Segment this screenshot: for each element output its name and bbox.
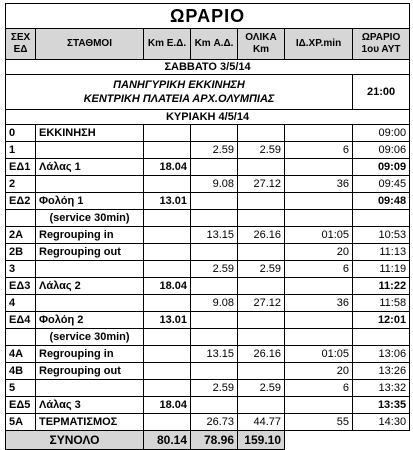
- row-id-xr: [285, 193, 353, 210]
- row-time: 11:19: [353, 261, 410, 278]
- row-km-ed: [144, 346, 191, 363]
- row-id-xr: [285, 210, 353, 227]
- row-station: ΤΕΡΜΑΤΙΣΜΟΣ: [36, 414, 144, 431]
- row-total-km: [238, 125, 285, 142]
- row-km-ad: [191, 159, 238, 176]
- row-km-ad: [191, 329, 238, 346]
- row-total-km: 27.12: [238, 295, 285, 312]
- row-km-ed: [144, 244, 191, 261]
- row-km-ad: 26.73: [191, 414, 238, 431]
- row-time: 13:06: [353, 346, 410, 363]
- table-row: [6, 261, 410, 278]
- row-total-km: [238, 312, 285, 329]
- row-km-ad: [191, 210, 238, 227]
- row-code: 1: [6, 142, 36, 159]
- row-total-km: 26.16: [238, 346, 285, 363]
- table-row: [6, 278, 410, 295]
- row-km-ad: [191, 278, 238, 295]
- row-station: Λάλας 2: [36, 278, 144, 295]
- totals-row: [6, 431, 410, 450]
- table-row: [6, 227, 410, 244]
- row-id-xr: 6: [285, 261, 353, 278]
- row-station: [36, 176, 144, 193]
- row-km-ad: 2.59: [191, 261, 238, 278]
- row-total-km: 2.59: [238, 261, 285, 278]
- day-row-saturday: [6, 60, 410, 75]
- table-row: [6, 176, 410, 193]
- row-km-ed: [144, 261, 191, 278]
- event-time: 21:00: [353, 75, 410, 110]
- row-total-km: [238, 159, 285, 176]
- totals-km-ed: 80.14: [144, 431, 191, 450]
- row-total-km: 26.16: [238, 227, 285, 244]
- row-code: 3: [6, 261, 36, 278]
- row-id-xr: [285, 278, 353, 295]
- row-km-ed: [144, 380, 191, 397]
- row-total-km: [238, 329, 285, 346]
- row-time: 13:35: [353, 397, 410, 414]
- row-code: [6, 210, 36, 227]
- row-km-ad: 9.08: [191, 176, 238, 193]
- row-code: 5: [6, 380, 36, 397]
- header-id-xr: ΙΔ.ΧΡ.min: [285, 29, 353, 60]
- totals-total-km: 159.10: [238, 431, 285, 450]
- row-time: [353, 210, 410, 227]
- row-total-km: [238, 244, 285, 261]
- row-code: 2A: [6, 227, 36, 244]
- row-km-ed: 13.01: [144, 312, 191, 329]
- timetable: [5, 3, 410, 450]
- row-id-xr: [285, 312, 353, 329]
- header-schedule: ΩΡΑΡΙΟ 1ου ΑΥΤ: [353, 29, 410, 60]
- row-total-km: 2.59: [238, 142, 285, 159]
- row-code: 0: [6, 125, 36, 142]
- row-code: 4B: [6, 363, 36, 380]
- row-station: [36, 261, 144, 278]
- row-station: Λάλας 1: [36, 159, 144, 176]
- row-km-ad: [191, 193, 238, 210]
- row-time: 09:06: [353, 142, 410, 159]
- table-row: [6, 380, 410, 397]
- row-total-km: 44.77: [238, 414, 285, 431]
- day-row-sunday: [6, 110, 410, 125]
- row-km-ed: [144, 125, 191, 142]
- row-time: 10:53: [353, 227, 410, 244]
- row-code: [6, 329, 36, 346]
- row-code: 4: [6, 295, 36, 312]
- row-km-ad: [191, 244, 238, 261]
- row-station: (service 30min): [36, 210, 144, 227]
- row-id-xr: 6: [285, 142, 353, 159]
- header-station: ΣΤΑΘΜΟΙ: [36, 29, 144, 60]
- row-code: ΕΔ3: [6, 278, 36, 295]
- row-time: 12:01: [353, 312, 410, 329]
- row-km-ed: [144, 227, 191, 244]
- table-row: [6, 159, 410, 176]
- table-row: [6, 397, 410, 414]
- row-time: 11:13: [353, 244, 410, 261]
- day-label: ΣΑΒΒΑΤΟ 3/5/14: [6, 60, 410, 75]
- totals-empty-cell: [353, 431, 410, 450]
- row-id-xr: [285, 125, 353, 142]
- row-id-xr: 6: [285, 380, 353, 397]
- page-title: ΩΡΑΡΙΟ: [6, 4, 410, 29]
- row-id-xr: [285, 329, 353, 346]
- row-km-ed: 13.01: [144, 193, 191, 210]
- row-station: ΕΚΚΙΝΗΣΗ: [36, 125, 144, 142]
- header-km-ad: Km Α.Δ.: [191, 29, 238, 60]
- header-total-km: ΟΛΙΚΑ Km: [238, 29, 285, 60]
- table-row: [6, 329, 410, 346]
- row-code: 2: [6, 176, 36, 193]
- row-km-ed: [144, 142, 191, 159]
- timetable-sheet: [5, 3, 409, 450]
- table-row: [6, 312, 410, 329]
- row-km-ad: 9.08: [191, 295, 238, 312]
- row-code: 4A: [6, 346, 36, 363]
- row-total-km: 27.12: [238, 176, 285, 193]
- row-station: Regrouping in: [36, 346, 144, 363]
- table-row: [6, 193, 410, 210]
- event-line-1: ΠΑΝΗΓΥΡΙΚΗ ΕΚΚΙΝΗΣΗ: [113, 79, 245, 91]
- table-row: [6, 363, 410, 380]
- row-time: 09:45: [353, 176, 410, 193]
- row-station: Regrouping in: [36, 227, 144, 244]
- row-time: 13:32: [353, 380, 410, 397]
- row-station: (service 30min): [36, 329, 144, 346]
- row-time: [353, 329, 410, 346]
- table-row: [6, 210, 410, 227]
- table-row: [6, 125, 410, 142]
- row-id-xr: [285, 159, 353, 176]
- row-total-km: 2.59: [238, 380, 285, 397]
- row-code: ΕΔ4: [6, 312, 36, 329]
- row-km-ad: [191, 397, 238, 414]
- day-label: ΚΥΡΙΑΚΗ 4/5/14: [6, 110, 410, 125]
- row-id-xr: 01:05: [285, 346, 353, 363]
- row-km-ad: [191, 125, 238, 142]
- row-time: 11:58: [353, 295, 410, 312]
- header-ss: ΣΕΧ ΕΔ: [6, 29, 36, 60]
- row-code: ΕΔ5: [6, 397, 36, 414]
- row-km-ad: [191, 363, 238, 380]
- row-km-ed: [144, 363, 191, 380]
- row-station: Regrouping out: [36, 363, 144, 380]
- row-code: 5A: [6, 414, 36, 431]
- row-station: Φολόη 2: [36, 312, 144, 329]
- row-id-xr: 36: [285, 295, 353, 312]
- row-km-ad: [191, 312, 238, 329]
- row-station: [36, 380, 144, 397]
- row-station: [36, 142, 144, 159]
- row-id-xr: [285, 397, 353, 414]
- row-km-ad: 13.15: [191, 227, 238, 244]
- table-row: [6, 295, 410, 312]
- row-time: 11:22: [353, 278, 410, 295]
- table-row: [6, 414, 410, 431]
- ceremonial-start-text: [6, 75, 353, 110]
- row-km-ed: [144, 295, 191, 312]
- totals-km-ad: 78.96: [191, 431, 238, 450]
- row-km-ed: [144, 414, 191, 431]
- row-code: ΕΔ2: [6, 193, 36, 210]
- row-id-xr: 55: [285, 414, 353, 431]
- row-code: 2B: [6, 244, 36, 261]
- row-total-km: [238, 193, 285, 210]
- ceremonial-start-row: [6, 75, 410, 110]
- row-id-xr: 20: [285, 244, 353, 261]
- table-row: [6, 346, 410, 363]
- row-id-xr: 20: [285, 363, 353, 380]
- row-code: ΕΔ1: [6, 159, 36, 176]
- row-time: 14:30: [353, 414, 410, 431]
- row-km-ed: [144, 329, 191, 346]
- row-total-km: [238, 278, 285, 295]
- totals-label: ΣΥΝΟΛΟ: [6, 431, 144, 450]
- row-station: Regrouping out: [36, 244, 144, 261]
- header-row: [6, 29, 410, 60]
- row-id-xr: 01:05: [285, 227, 353, 244]
- row-time: 13:26: [353, 363, 410, 380]
- row-km-ad: 2.59: [191, 380, 238, 397]
- row-station: [36, 295, 144, 312]
- row-km-ed: 18.04: [144, 397, 191, 414]
- header-km-ed: Km Ε.Δ.: [144, 29, 191, 60]
- row-time: 09:00: [353, 125, 410, 142]
- table-row: [6, 244, 410, 261]
- row-time: 09:09: [353, 159, 410, 176]
- row-station: Φολόη 1: [36, 193, 144, 210]
- row-km-ed: 18.04: [144, 278, 191, 295]
- row-id-xr: 36: [285, 176, 353, 193]
- row-time: 09:48: [353, 193, 410, 210]
- row-km-ed: 18.04: [144, 159, 191, 176]
- row-km-ed: [144, 176, 191, 193]
- table-row: [6, 142, 410, 159]
- event-line-2: ΚΕΝΤΡΙΚΗ ΠΛΑΤΕΙΑ ΑΡΧ.ΟΛΥΜΠΙΑΣ: [83, 93, 275, 105]
- row-total-km: [238, 363, 285, 380]
- row-total-km: [238, 397, 285, 414]
- row-km-ed: [144, 210, 191, 227]
- totals-empty-cell: [285, 431, 353, 450]
- row-km-ad: 13.15: [191, 346, 238, 363]
- row-total-km: [238, 210, 285, 227]
- row-km-ad: 2.59: [191, 142, 238, 159]
- row-station: Λάλας 3: [36, 397, 144, 414]
- title-row: [6, 4, 410, 29]
